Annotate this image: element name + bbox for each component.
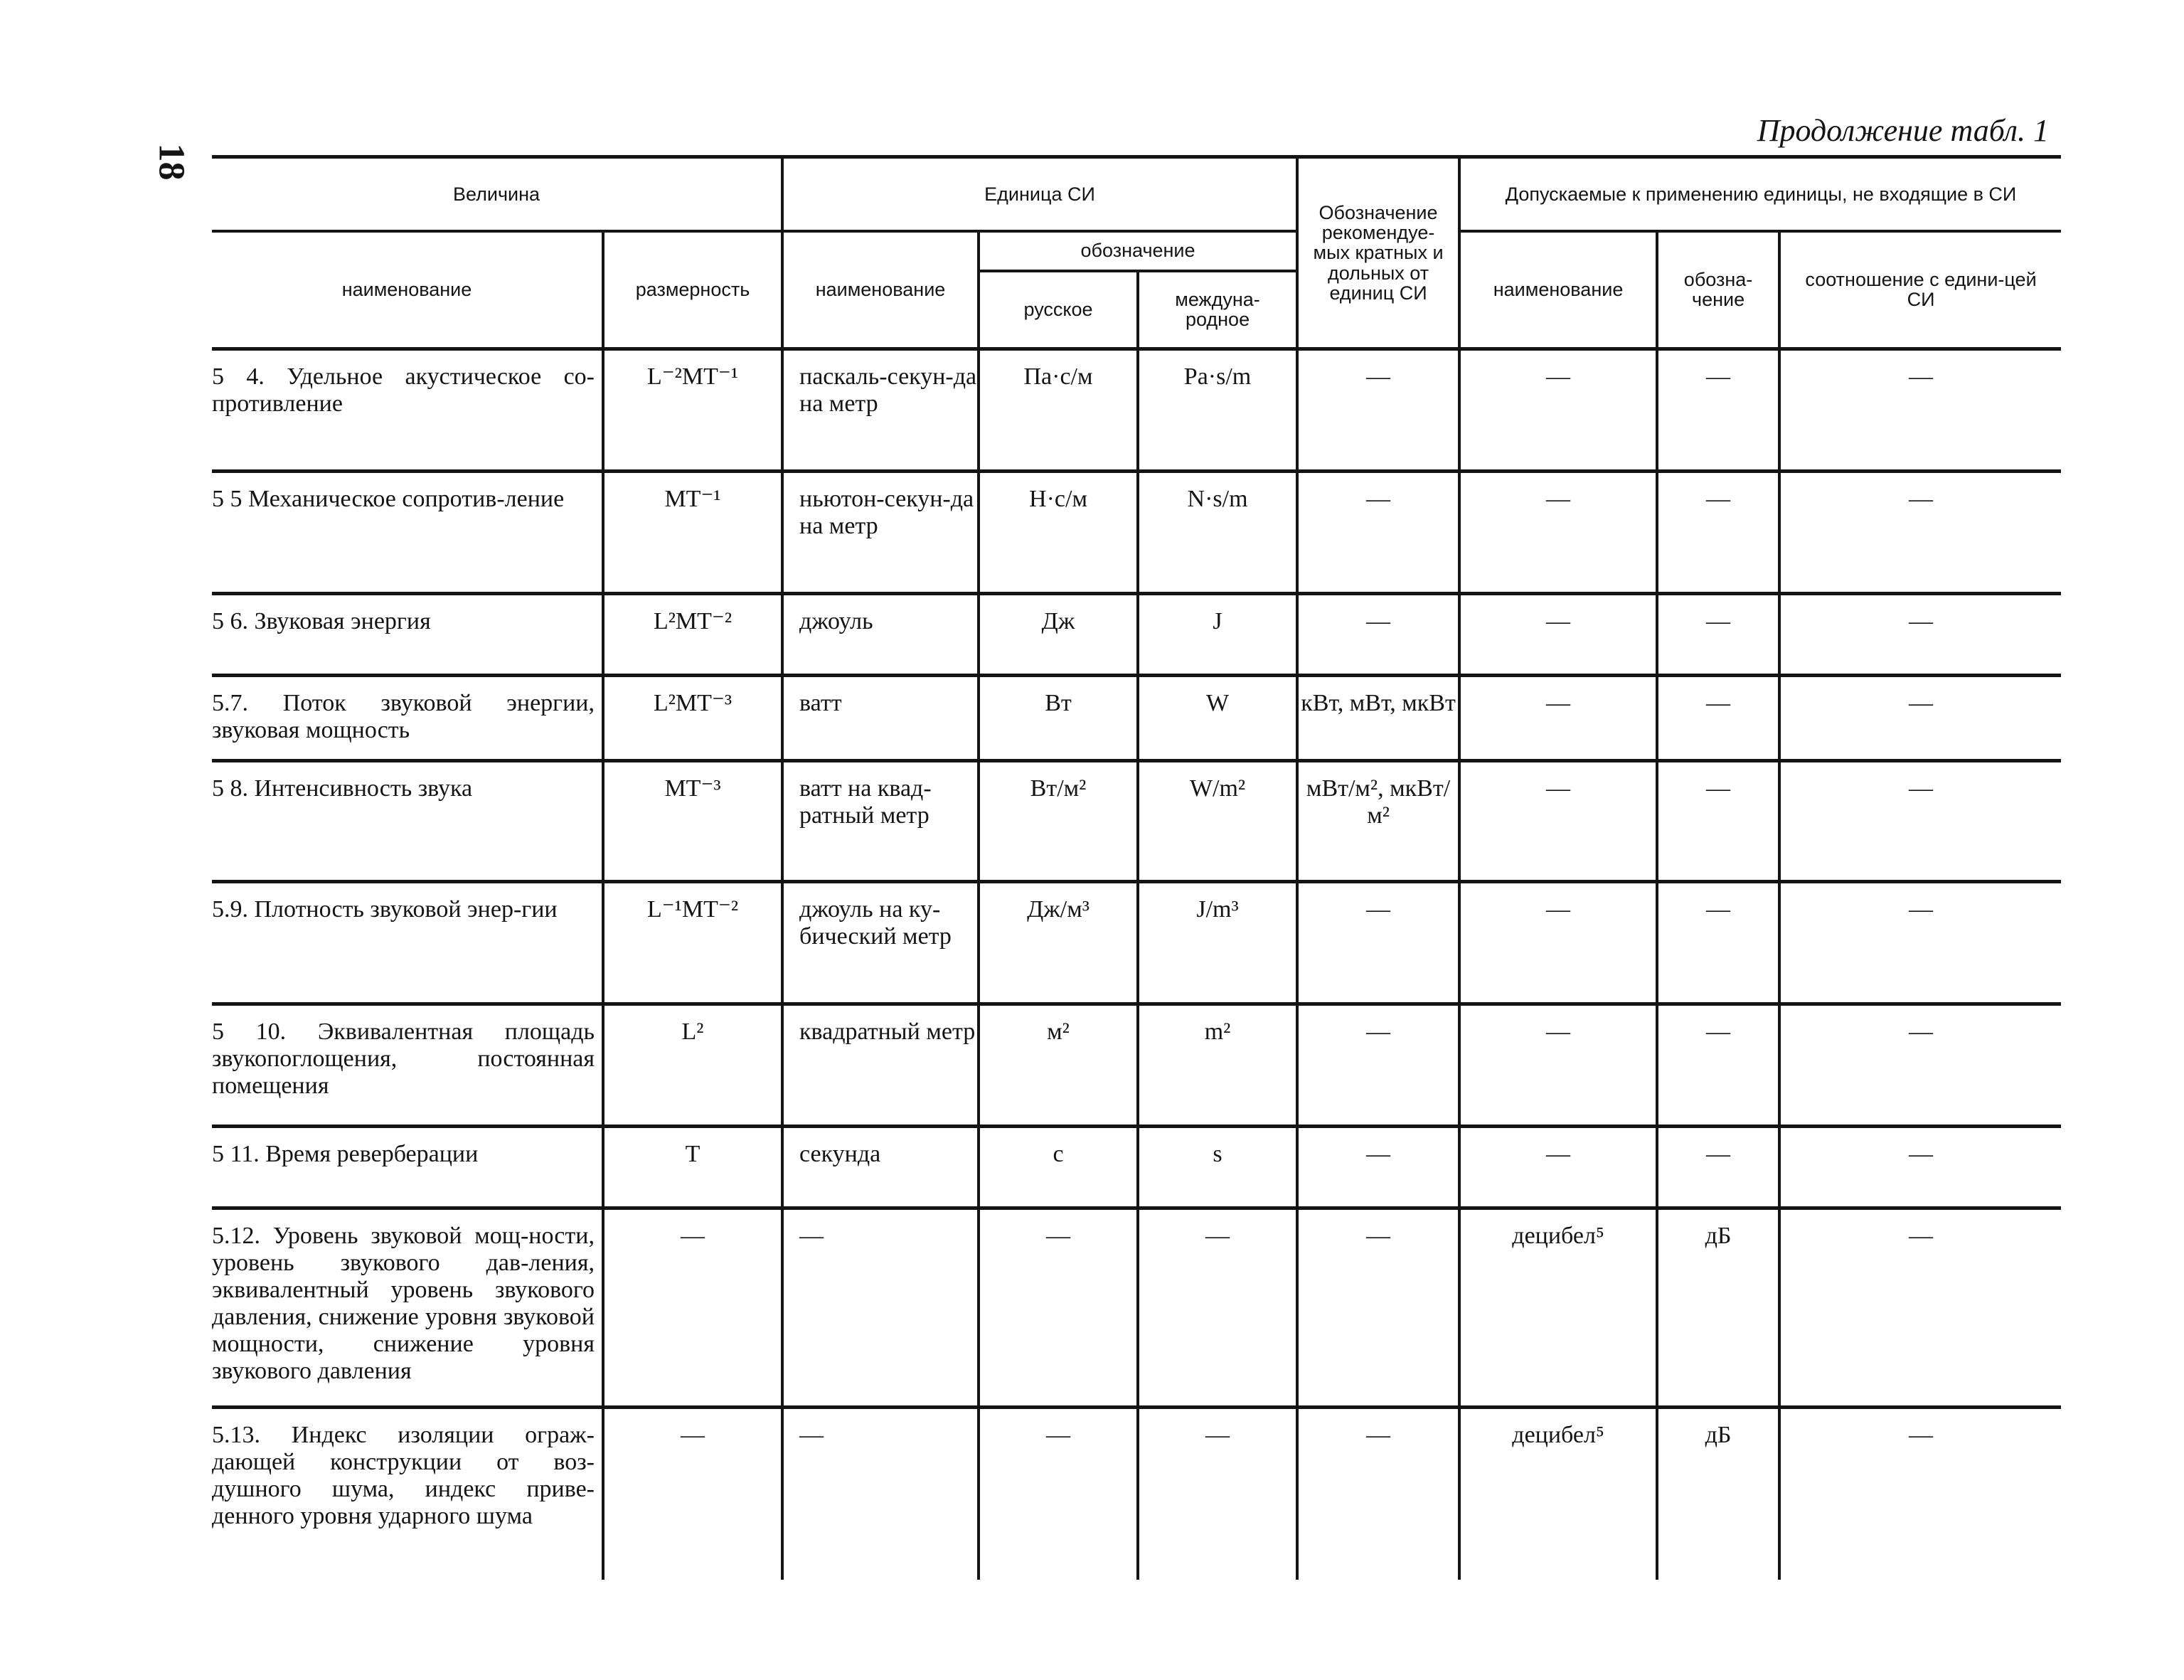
cell-unit-name: ватт на квад-ратный метр (782, 761, 979, 882)
header-designation-russian: русское (979, 271, 1138, 349)
header-allowed-designation: обозна-чение (1657, 231, 1779, 349)
table-row (212, 1208, 2061, 1408)
cell-allowed-name: — (1459, 1127, 1657, 1208)
cell-ratio: — (1779, 1208, 2061, 1408)
cell-designation-russian: Н·с/м (979, 472, 1138, 594)
cell-designation-international: — (1138, 1208, 1297, 1408)
cell-designation-international: W/m² (1138, 761, 1297, 882)
cell-designation-russian: Вт/м² (979, 761, 1138, 882)
cell-designation-russian: Вт (979, 676, 1138, 761)
cell-dimension: L² (603, 1004, 782, 1127)
cell-allowed-designation: — (1657, 1127, 1779, 1208)
table-body (212, 349, 2061, 1580)
cell-designation-international: Pa·s/m (1138, 349, 1297, 472)
cell-multiples: — (1297, 1208, 1459, 1408)
cell-ratio: — (1779, 349, 2061, 472)
cell-quantity-name: 5.7. Поток звуковой энергии, звуковая мощность (212, 690, 595, 743)
table-row (212, 676, 2061, 761)
cell-designation-international: — (1138, 1408, 1297, 1580)
cell-unit-name: джоуль (782, 594, 979, 676)
header-designation-international: междуна-родное (1138, 271, 1297, 349)
cell-designation-international: N·s/m (1138, 472, 1297, 594)
cell-dimension: L²MT⁻² (603, 594, 782, 676)
cell-allowed-designation: — (1657, 882, 1779, 1004)
cell-designation-russian: — (979, 1208, 1138, 1408)
units-table-container (212, 155, 2061, 1580)
table-row (212, 472, 2061, 594)
cell-multiples: — (1297, 1004, 1459, 1127)
cell-designation-russian: Па·с/м (979, 349, 1138, 472)
table-row (212, 1408, 2061, 1580)
cell-quantity-name: 5 10. Эквивалентная площадь звукопоглощения, постоянная помещения (212, 1019, 595, 1099)
cell-designation-international: W (1138, 676, 1297, 761)
cell-ratio: — (1779, 472, 2061, 594)
cell-dimension: MT⁻³ (603, 761, 782, 882)
cell-designation-international: m² (1138, 1004, 1297, 1127)
header-si-designation: обозначение (979, 231, 1297, 271)
cell-ratio: — (1779, 1408, 2061, 1580)
header-allowed-name: наименование (1459, 231, 1657, 349)
table-row (212, 594, 2061, 676)
cell-quantity-name: 5.12. Уровень звуковой мощ-ности, уровень звукового дав-ления, эквивалентный уровень звукового давления, снижение уровня звуковой мощности, снижение уровня звукового давления (212, 1223, 595, 1384)
table-row (212, 349, 2061, 472)
cell-designation-russian: Дж/м³ (979, 882, 1138, 1004)
cell-dimension: — (603, 1208, 782, 1408)
cell-multiples: — (1297, 1127, 1459, 1208)
header-allowed-units: Допускаемые к применению единицы, не входящие в СИ (1459, 157, 2061, 231)
table-row (212, 882, 2061, 1004)
header-si-unit: Единица СИ (782, 157, 1297, 231)
cell-unit-name: паскаль-секун-да на метр (782, 349, 979, 472)
cell-allowed-designation: дБ (1657, 1208, 1779, 1408)
cell-designation-russian: м² (979, 1004, 1138, 1127)
cell-allowed-name: — (1459, 472, 1657, 594)
cell-allowed-name: — (1459, 882, 1657, 1004)
cell-allowed-name: децибел⁵ (1459, 1408, 1657, 1580)
cell-allowed-designation: — (1657, 594, 1779, 676)
cell-designation-russian: — (979, 1408, 1138, 1580)
cell-allowed-name: — (1459, 349, 1657, 472)
units-table (212, 155, 2061, 1580)
cell-multiples: — (1297, 594, 1459, 676)
cell-allowed-name: — (1459, 761, 1657, 882)
table-row (212, 1127, 2061, 1208)
cell-unit-name: секунда (782, 1127, 979, 1208)
cell-multiples: — (1297, 472, 1459, 594)
cell-unit-name: — (782, 1408, 979, 1580)
cell-dimension: MT⁻¹ (603, 472, 782, 594)
cell-ratio: — (1779, 1004, 2061, 1127)
cell-quantity-name: 5 4. Удельное акустическое со-противление (212, 363, 595, 417)
cell-unit-name: джоуль на ку-бический метр (782, 882, 979, 1004)
cell-allowed-designation: — (1657, 349, 1779, 472)
cell-allowed-designation: — (1657, 472, 1779, 594)
header-quantity-dimension: размерность (603, 231, 782, 349)
cell-dimension: L⁻²MT⁻¹ (603, 349, 782, 472)
cell-dimension: L⁻¹MT⁻² (603, 882, 782, 1004)
header-quantity: Величина (212, 157, 782, 231)
cell-multiples: — (1297, 349, 1459, 472)
table-row (212, 761, 2061, 882)
cell-ratio: — (1779, 594, 2061, 676)
cell-dimension: T (603, 1127, 782, 1208)
cell-multiples: мВт/м², мкВт/м² (1297, 761, 1459, 882)
cell-multiples: — (1297, 1408, 1459, 1580)
header-quantity-name: наименование (341, 279, 472, 301)
cell-quantity-name: 5 8. Интенсивность звука (212, 775, 473, 802)
cell-ratio: — (1779, 761, 2061, 882)
cell-dimension: L²MT⁻³ (603, 676, 782, 761)
cell-designation-international: J (1138, 594, 1297, 676)
cell-allowed-designation: — (1657, 676, 1779, 761)
cell-quantity-name: 5 6. Звуковая энергия (212, 608, 431, 634)
cell-designation-russian: Дж (979, 594, 1138, 676)
cell-allowed-designation: дБ (1657, 1408, 1779, 1580)
cell-quantity-name: 5 11. Время реверберации (212, 1141, 479, 1167)
cell-ratio: — (1779, 882, 2061, 1004)
table-continuation-caption: Продолжение табл. 1 (1757, 113, 2049, 148)
header-allowed-ratio: соотношение с едини-цей СИ (1779, 231, 2061, 349)
header-si-unit-name: наименование (782, 231, 979, 349)
cell-dimension: — (603, 1408, 782, 1580)
cell-allowed-designation: — (1657, 1004, 1779, 1127)
cell-allowed-name: децибел⁵ (1459, 1208, 1657, 1408)
cell-allowed-name: — (1459, 1004, 1657, 1127)
cell-unit-name: ньютон-секун-да на метр (782, 472, 979, 594)
cell-ratio: — (1779, 1127, 2061, 1208)
cell-ratio: — (1779, 676, 2061, 761)
cell-quantity-name: 5 5 Механическое сопротив-ление (212, 486, 565, 512)
cell-multiples: кВт, мВт, мкВт (1297, 676, 1459, 761)
cell-designation-international: s (1138, 1127, 1297, 1208)
cell-unit-name: — (782, 1208, 979, 1408)
cell-unit-name: квадратный метр (782, 1004, 979, 1127)
cell-quantity-name: 5.9. Плотность звуковой энер-гии (212, 896, 558, 923)
cell-allowed-designation: — (1657, 761, 1779, 882)
cell-allowed-name: — (1459, 594, 1657, 676)
table-row (212, 1004, 2061, 1127)
cell-designation-international: J/m³ (1138, 882, 1297, 1004)
cell-allowed-name: — (1459, 676, 1657, 761)
cell-quantity-name: 5.13. Индекс изоляции ограж-дающей конструкции от воз-душного шума, индекс приве-денного уровня ударного шума (212, 1422, 595, 1529)
header-multiples: Обозначение рекомендуе-мых кратных и дольных от единиц СИ (1297, 157, 1459, 349)
cell-multiples: — (1297, 882, 1459, 1004)
cell-unit-name: ватт (782, 676, 979, 761)
table-header (212, 157, 2061, 349)
page-number: 18 (151, 143, 192, 181)
cell-designation-russian: с (979, 1127, 1138, 1208)
